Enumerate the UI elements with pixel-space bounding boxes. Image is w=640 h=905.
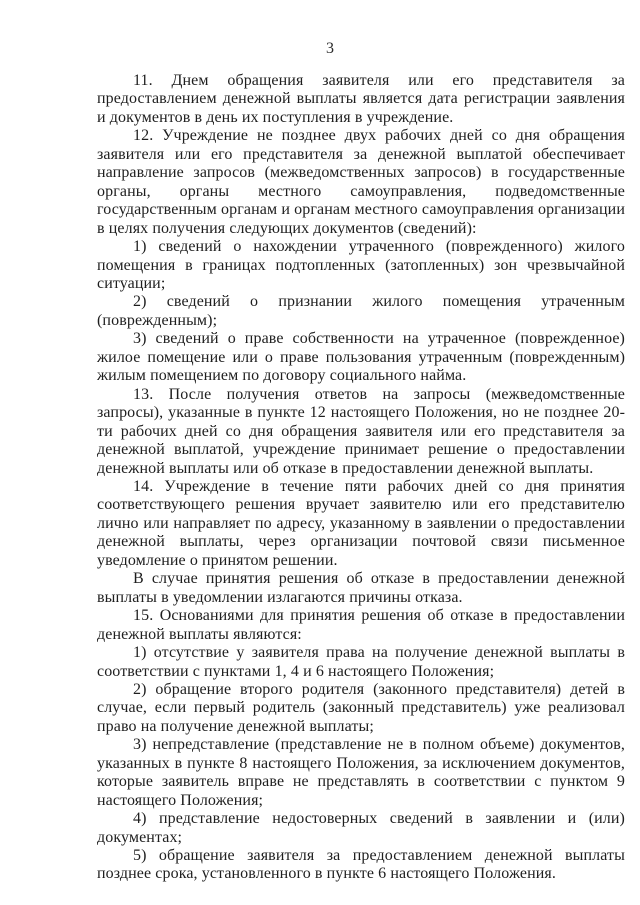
paragraph-11: 11. Днем обращения заявителя или его представителя за предоставлением денежной выплаты является дата регистрации заявления и документов в день их поступления в учреждение.	[97, 72, 625, 126]
paragraph-12-item-3: 3) сведений о праве собственности на утраченное (поврежденное) жилое помещение или о праве пользования утраченным (поврежденным) жилым помещением по договору социального найма.	[97, 330, 625, 385]
paragraph-12-item-2: 2) сведений о признании жилого помещения утраченным (поврежденным);	[97, 293, 625, 329]
paragraph-14-refusal-note: В случае принятия решения об отказе в предоставлении денежной выплаты в уведомлении излагаются причины отказа.	[97, 570, 625, 606]
paragraph-15-item-1: 1) отсутствие у заявителя права на получение денежной выплаты в соответствии с пунктами 1, 4 и 6 настоящего Положения;	[97, 644, 625, 680]
document-body	[97, 72, 625, 884]
page-number: 3	[326, 40, 334, 57]
paragraph-14: 14. Учреждение в течение пяти рабочих дней со дня принятия соответствующего решения вручает заявителю или его представителю лично или направляет по адресу, указанному в заявлении о предоставлении денежной выплаты, через организации почтовой связи письменное уведомление о принятом решении.	[97, 477, 625, 569]
paragraph-12: 12. Учреждение не позднее двух рабочих дней со дня обращения заявителя или его представителя за денежной выплатой обеспечивает направление запросов (межведомственных запросов) в государственные органы, органы местного самоуправления, подведомственные государственным органам и органам местного самоуправления организации в целях получения следующих документов (сведений):	[97, 127, 625, 237]
paragraph-15-item-2: 2) обращение второго родителя (законного представителя) детей в случае, если первый родитель (законный представитель) уже реализовал право на получение денежной выплаты;	[97, 680, 625, 735]
paragraph-12-item-1: 1) сведений о нахождении утраченного (поврежденного) жилого помещения в границах подтопленных (затопленных) зон чрезвычайной ситуации;	[97, 238, 625, 292]
paragraph-15: 15. Основаниями для принятия решения об отказе в предоставлении денежной выплаты являются:	[97, 607, 625, 643]
paragraph-15-item-4: 4) представление недостоверных сведений в заявлении и (или) документах;	[97, 810, 625, 846]
paragraph-15-item-3: 3) непредставление (представление не в полном объеме) документов, указанных в пункте 8 настоящего Положения, за исключением документов, которые заявитель вправе не представлять в соответствии с пунктом 9 настоящего Положения;	[97, 736, 625, 809]
paragraph-13: 13. После получения ответов на запросы (межведомственные запросы), указанные в пункте 12 настоящего Положения, но не позднее 20-ти рабочих дней со дня обращения заявителя или его представителя за денежной выплатой, учреждение принимает решение о предоставлении денежной выплаты или об отказе в предоставлении денежной выплаты.	[97, 385, 625, 477]
paragraph-15-item-5: 5) обращение заявителя за предоставлением денежной выплаты позднее срока, установленного в пункте 6 настоящего Положения.	[97, 847, 625, 883]
